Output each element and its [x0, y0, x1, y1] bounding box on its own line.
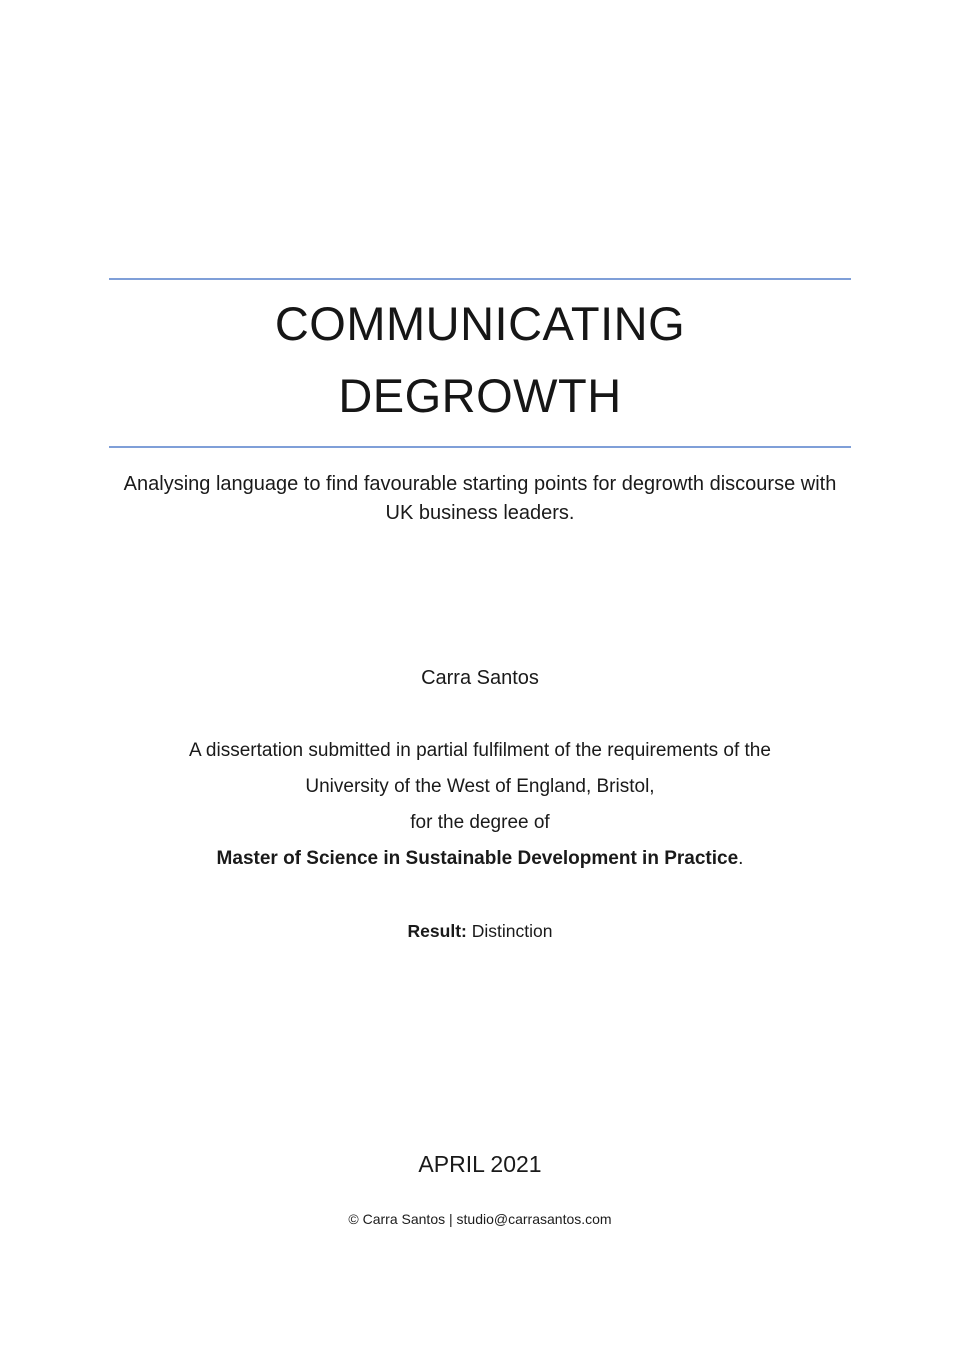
title-block — [109, 278, 851, 448]
author-name: Carra Santos — [421, 667, 539, 689]
title-page-content — [109, 278, 851, 1228]
result-label: Result: — [407, 921, 467, 941]
submission-statement — [109, 741, 851, 868]
document-subtitle: Analysing language to find favourable starting points for degrowth discourse with UK business leaders. — [123, 473, 837, 524]
document-title: COMMUNICATING DEGROWTH — [274, 297, 686, 422]
degree-suffix: . — [738, 848, 744, 869]
statement-line-3: for the degree of — [410, 812, 550, 833]
statement-line-1: A dissertation submitted in partial fulfilment of the requirements of the — [189, 740, 771, 761]
result-value: Distinction — [466, 921, 553, 941]
statement-line-2: University of the West of England, Bristol, — [305, 776, 655, 797]
degree-line — [109, 849, 851, 868]
degree-name: Master of Science in Sustainable Development in Practice — [216, 848, 739, 869]
result-line — [109, 920, 851, 942]
publication-date: APRIL 2021 — [418, 1151, 542, 1177]
copyright-contact: © Carra Santos | studio@carrasantos.com — [348, 1211, 612, 1227]
